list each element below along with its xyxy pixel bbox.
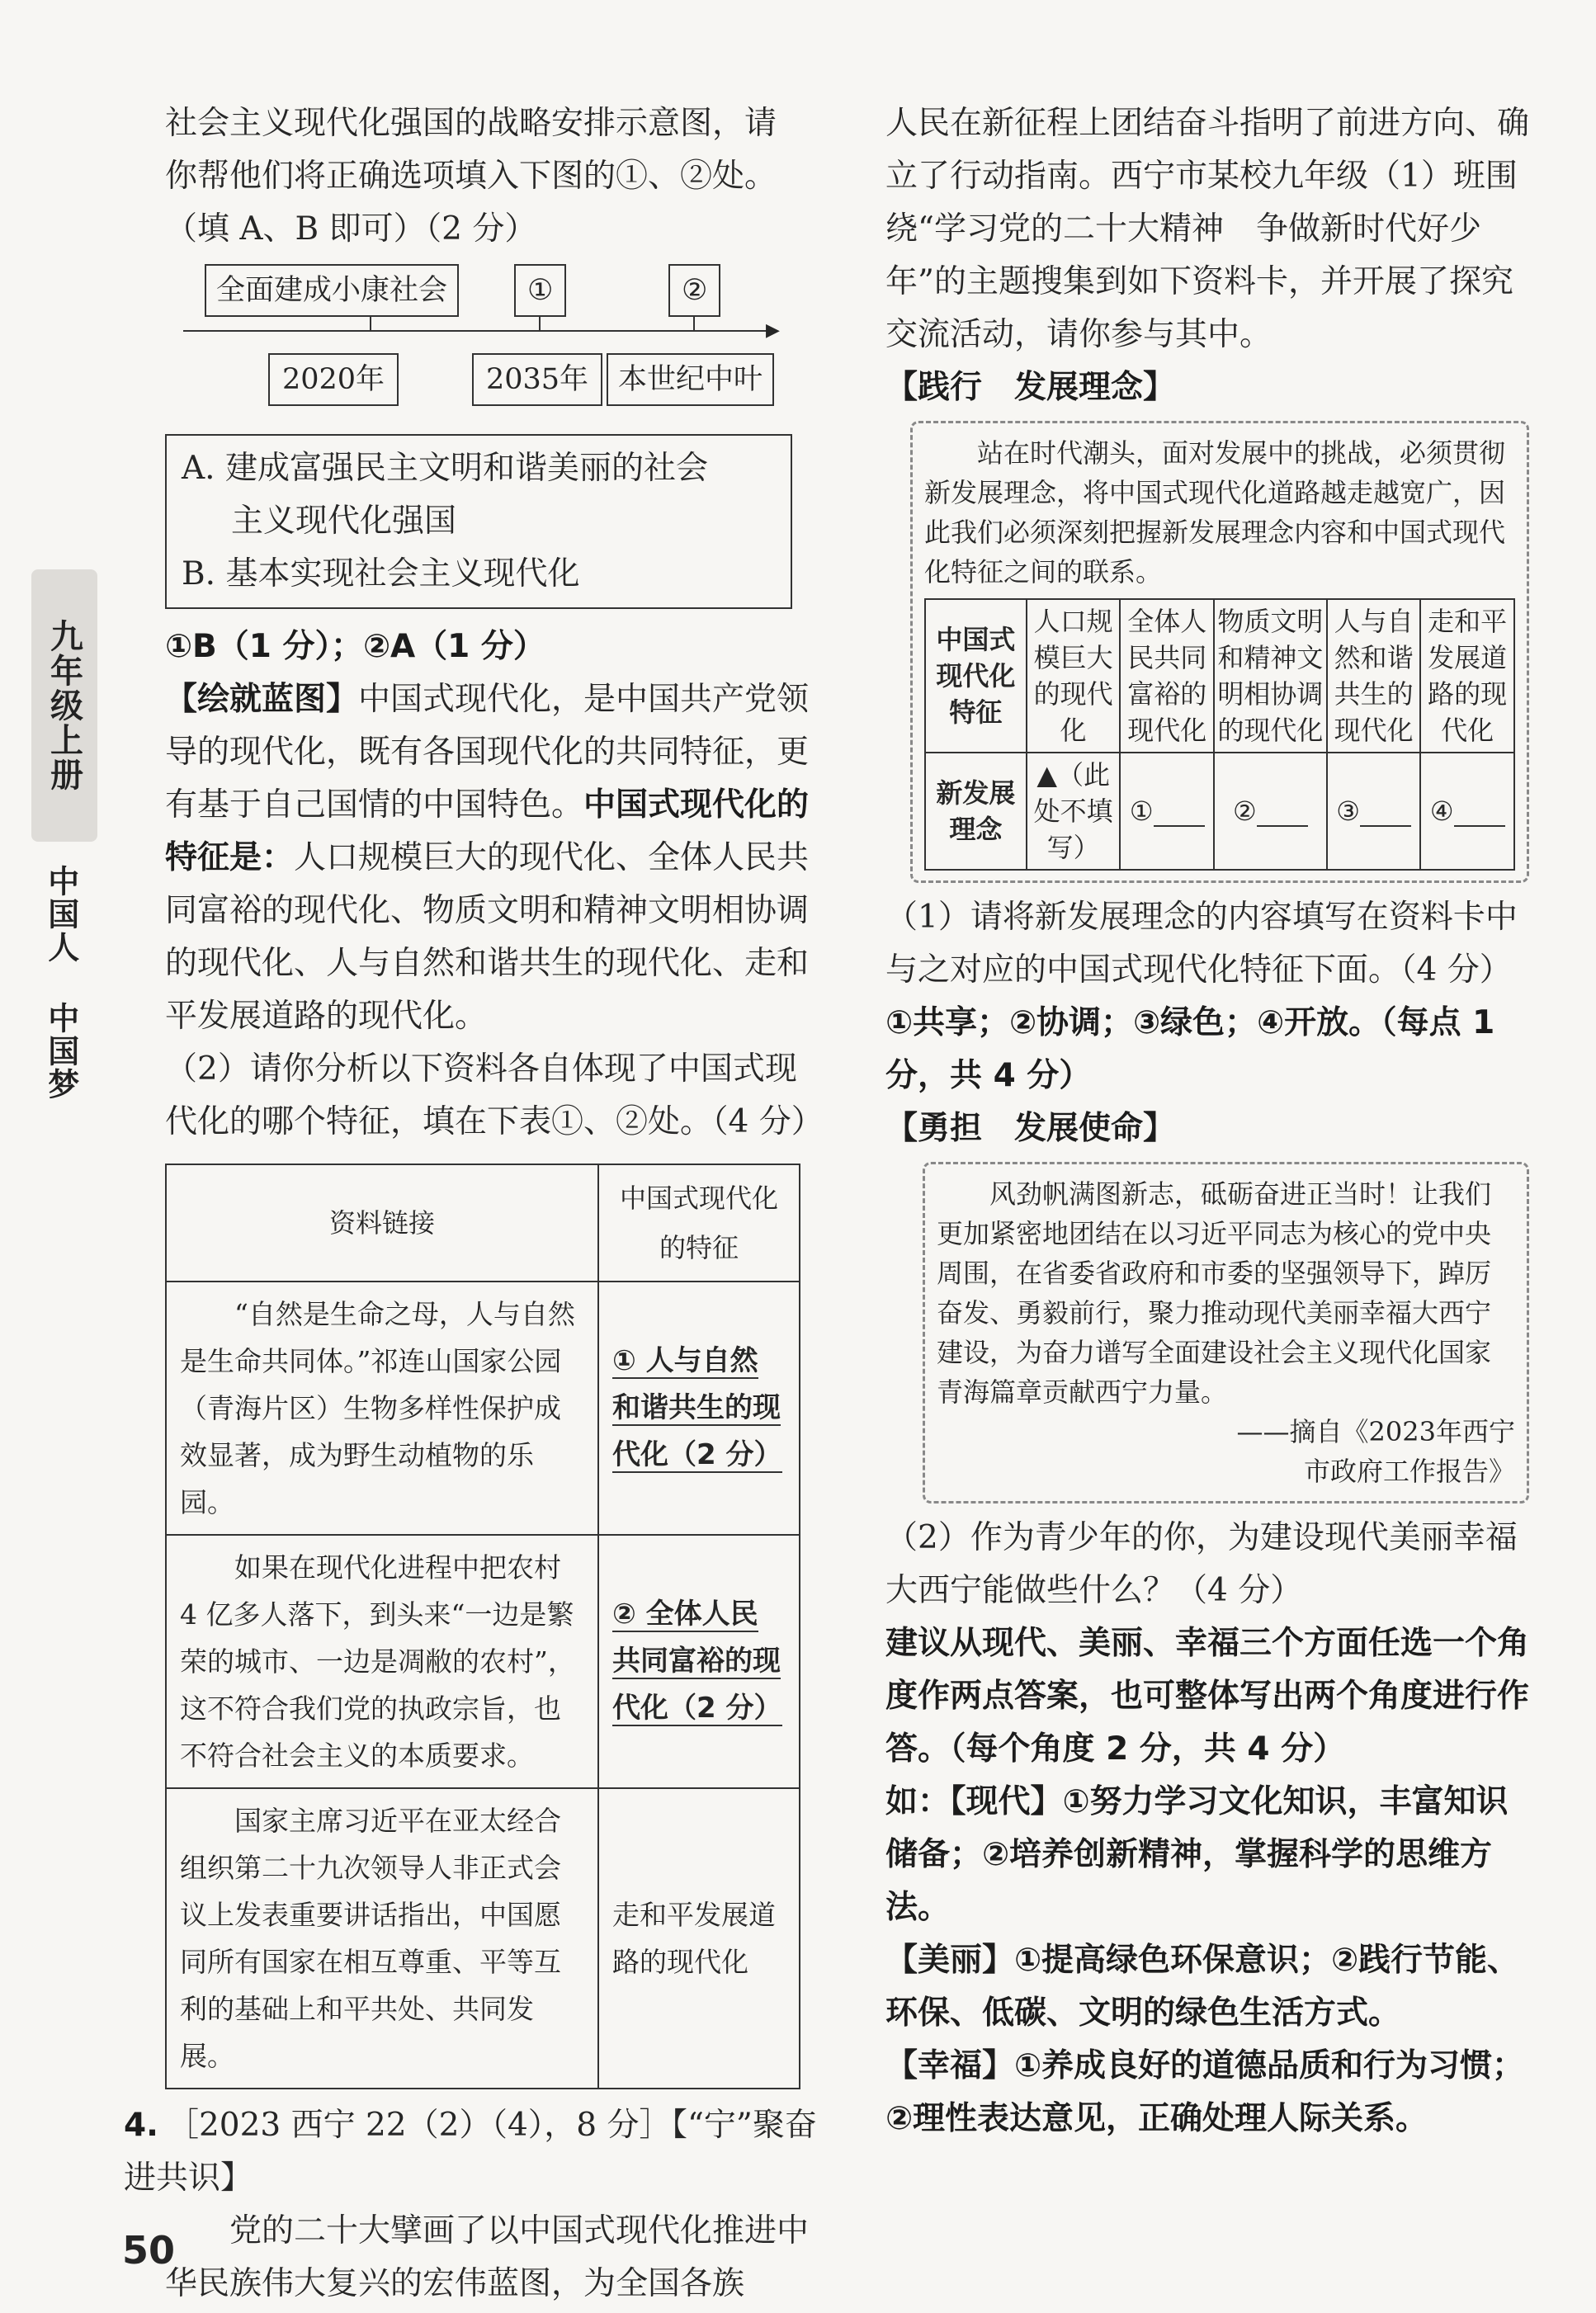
timeline-tick [539, 315, 541, 330]
table-row [166, 1282, 800, 1535]
timeline-box-xiaokang: 全面建成小康社会 [205, 264, 459, 317]
section-practice-title: 【践行 发展理念】 [885, 369, 1176, 406]
right-question-1: （1）请将新发展理念的内容填写在资料卡中与之对应的中国式现代化特征下面。（4 分） [885, 899, 1518, 989]
blueprint-tag: 【绘就蓝图】 [165, 681, 359, 718]
table-cell-feature: ② 全体人民共同富裕的现代化（2 分） [612, 1598, 782, 1725]
feature-cell: 走和平发展道路的现代化 [1420, 599, 1514, 753]
concept-blank [1327, 753, 1421, 870]
card2-source-1: ——摘自《2023年西宁 [1236, 1416, 1515, 1447]
right-answer-2-intro: 建议从现代、美丽、幸福三个方面任选一个角度作两点答案，也可整体写出两个角度进行作答。（每个角度 2 分，共 4 分） [885, 1625, 1530, 1768]
timeline-arrow-icon: ▶ [766, 320, 780, 341]
table-cell-material: 如果在现代化进程中把农村 4 亿多人落下，到头来“一边是繁荣的城市、一边是凋敝的农村”，这不符合我们党的执政宗旨，也不符合社会主义的本质要求。 [166, 1535, 598, 1788]
timeline-diagram [165, 256, 817, 421]
card1-text: 站在时代潮头，面对发展中的挑战，必须贯彻新发展理念，将中国式现代化道路越走越宽广，因此我们必须深刻把握新发展理念内容和中国式现代化特征之间的联系。 [924, 437, 1506, 588]
table-row [166, 1788, 800, 2089]
side-tab-sub [43, 865, 78, 1104]
table-cell-feature: 走和平发展道路的现代化 [598, 1788, 800, 2089]
question-4-number: 4. [124, 2107, 158, 2144]
timeline-year-2020: 2020年 [268, 353, 399, 406]
right-answer-2-happy: 【幸福】①养成良好的道德品质和行为习惯；②理性表达意见，正确处理人际关系。 [885, 2047, 1525, 2137]
right-question-2: （2）作为青少年的你，为建设现代美丽幸福大西宁能做些什么？（4 分） [885, 1519, 1518, 1609]
table-header-material: 资料链接 [166, 1164, 598, 1282]
concept-row-header: 新发展理念 [925, 753, 1027, 870]
side-tab-sublabel: 中国人 中国梦 [42, 865, 79, 1101]
timeline-box-blank-1: ① [514, 264, 566, 317]
timeline-tick [693, 315, 695, 330]
option-a-cont: 主义现代化强国 [231, 503, 457, 540]
concept-blank [1214, 753, 1327, 870]
timeline-axis [183, 330, 769, 332]
concept-cell-placeholder: ▲（此处不填写） [1027, 753, 1121, 870]
right-column [885, 97, 1529, 2145]
resource-card-1 [910, 421, 1529, 883]
answer-q1: ①B（1 分）；②A（1 分） [165, 628, 545, 665]
question-4-text: 党的二十大擘画了以中国式现代化推进中华民族伟大复兴的宏伟蓝图，为全国各族 [165, 2212, 810, 2302]
right-answer-1: ①共享；②协调；③绿色；④开放。（每点 1 分，共 4 分） [885, 1004, 1495, 1094]
card2-text: 风劲帆满图新志，砥砺奋进正当时！让我们更加紧密地团结在以习近平同志为核心的党中央周围，在省委省政府和市委的坚强领导下，踔厉奋发、勇毅前行，聚力推动现代美丽幸福大西宁建设，为奋力谱写全面建设社会主义现代化国家青海篇章贡献西宁力量。 [937, 1178, 1492, 1408]
option-b: B. 基本实现社会主义现代化 [182, 555, 580, 592]
material-table [165, 1164, 800, 2089]
timeline-year-2035: 2035年 [472, 353, 602, 406]
feature-cell: 人口规模巨大的现代化 [1027, 599, 1121, 753]
table-cell-material: “自然是生命之母，人与自然是生命共同体。”祁连山国家公园（青海片区）生物多样性保护成效显著，成为野生动植物的乐园。 [166, 1282, 598, 1535]
intro-line-1: 社会主义现代化强国的战略安排示意图，请 [165, 105, 777, 142]
timeline-mid-century: 本世纪中叶 [607, 353, 774, 406]
resource-card-2 [923, 1162, 1529, 1503]
blueprint-paragraph [165, 673, 817, 1043]
feature-cell: 全体人民共同富裕的现代化 [1120, 599, 1214, 753]
feature-row-header: 中国式现代化特征 [925, 599, 1027, 753]
section-mission-title: 【勇担 发展使命】 [885, 1110, 1176, 1147]
side-tab-label: 九年级上册 [45, 619, 83, 792]
right-answer-2-modern: 如：【现代】①努力学习文化知识，丰富知识储备；②培养创新精神，掌握科学的思维方法。 [885, 1783, 1509, 1926]
question-4-source: ［2023 西宁 22（2）（4），8 分］【“宁”聚奋进共识】 [124, 2107, 817, 2197]
question-2: （2）请你分析以下资料各自体现了中国式现代化的哪个特征，填在下表①、②处。（4 分） [165, 1050, 824, 1140]
table-cell-feature: ① 人与自然和谐共生的现代化（2 分） [612, 1344, 782, 1471]
side-tab [31, 569, 97, 842]
feature-cell: 人与自然和谐共生的现代化 [1327, 599, 1421, 753]
feature-table [924, 598, 1515, 871]
feature-cell: 物质文明和精神文明相协调的现代化 [1214, 599, 1327, 753]
concept-blank [1120, 753, 1214, 870]
blueprint-text: 中国式现代化，是中国共产党领导的现代化，既有各国现代化的共同特征，更有基于自己国情的中国特色。 [165, 681, 810, 824]
concept-blank-number: ① [1129, 795, 1154, 827]
concept-blank-number: ② [1233, 795, 1257, 827]
table-cell-material: 国家主席习近平在亚太经合组织第二十九次领导人非正式会议上发表重要讲话指出，中国愿同所有国家在相互尊重、平等互利的基础上和平共处、共同发展。 [166, 1788, 598, 2089]
option-a: A. 建成富强民主文明和谐美丽的社会 [182, 450, 708, 487]
options-box [165, 434, 792, 609]
intro-line-2: 你帮他们将正确选项填入下图的①、②处。 [165, 158, 777, 195]
blueprint-bold: 中国式现代化的特征是： [165, 786, 810, 876]
card2-source-2: 市政府工作报告》 [1303, 1456, 1515, 1487]
table-row [166, 1535, 800, 1788]
table-header-feature: 中国式现代化的特征 [598, 1164, 800, 1282]
right-answer-2-beautiful: 【美丽】①提高绿色环保意识；②践行节能、环保、低碳、文明的绿色生活方式。 [885, 1942, 1520, 2032]
concept-blank-number: ④ [1429, 795, 1454, 827]
concept-blank-number: ③ [1336, 795, 1360, 827]
timeline-box-blank-2: ② [668, 264, 720, 317]
right-intro: 人民在新征程上团结奋斗指明了前进方向、确立了行动指南。西宁市某校九年级（1）班围绕“学习党的二十大精神 争做新时代好少年”的主题搜集到如下资料卡，并开展了探究交流活动，请你参与其中。 [885, 105, 1530, 353]
timeline-tick [370, 315, 371, 330]
question-4-header [124, 2099, 817, 2205]
page-number: 50 [122, 2228, 176, 2273]
intro-line-3: （填 A、B 即可）（2 分） [165, 210, 537, 248]
concept-blank [1420, 753, 1514, 870]
blueprint-features: 人口规模巨大的现代化、全体人民共同富裕的现代化、物质文明和精神文明相协调的现代化、人与自然和谐共生的现代化、走和平发展道路的现代化。 [165, 839, 810, 1035]
